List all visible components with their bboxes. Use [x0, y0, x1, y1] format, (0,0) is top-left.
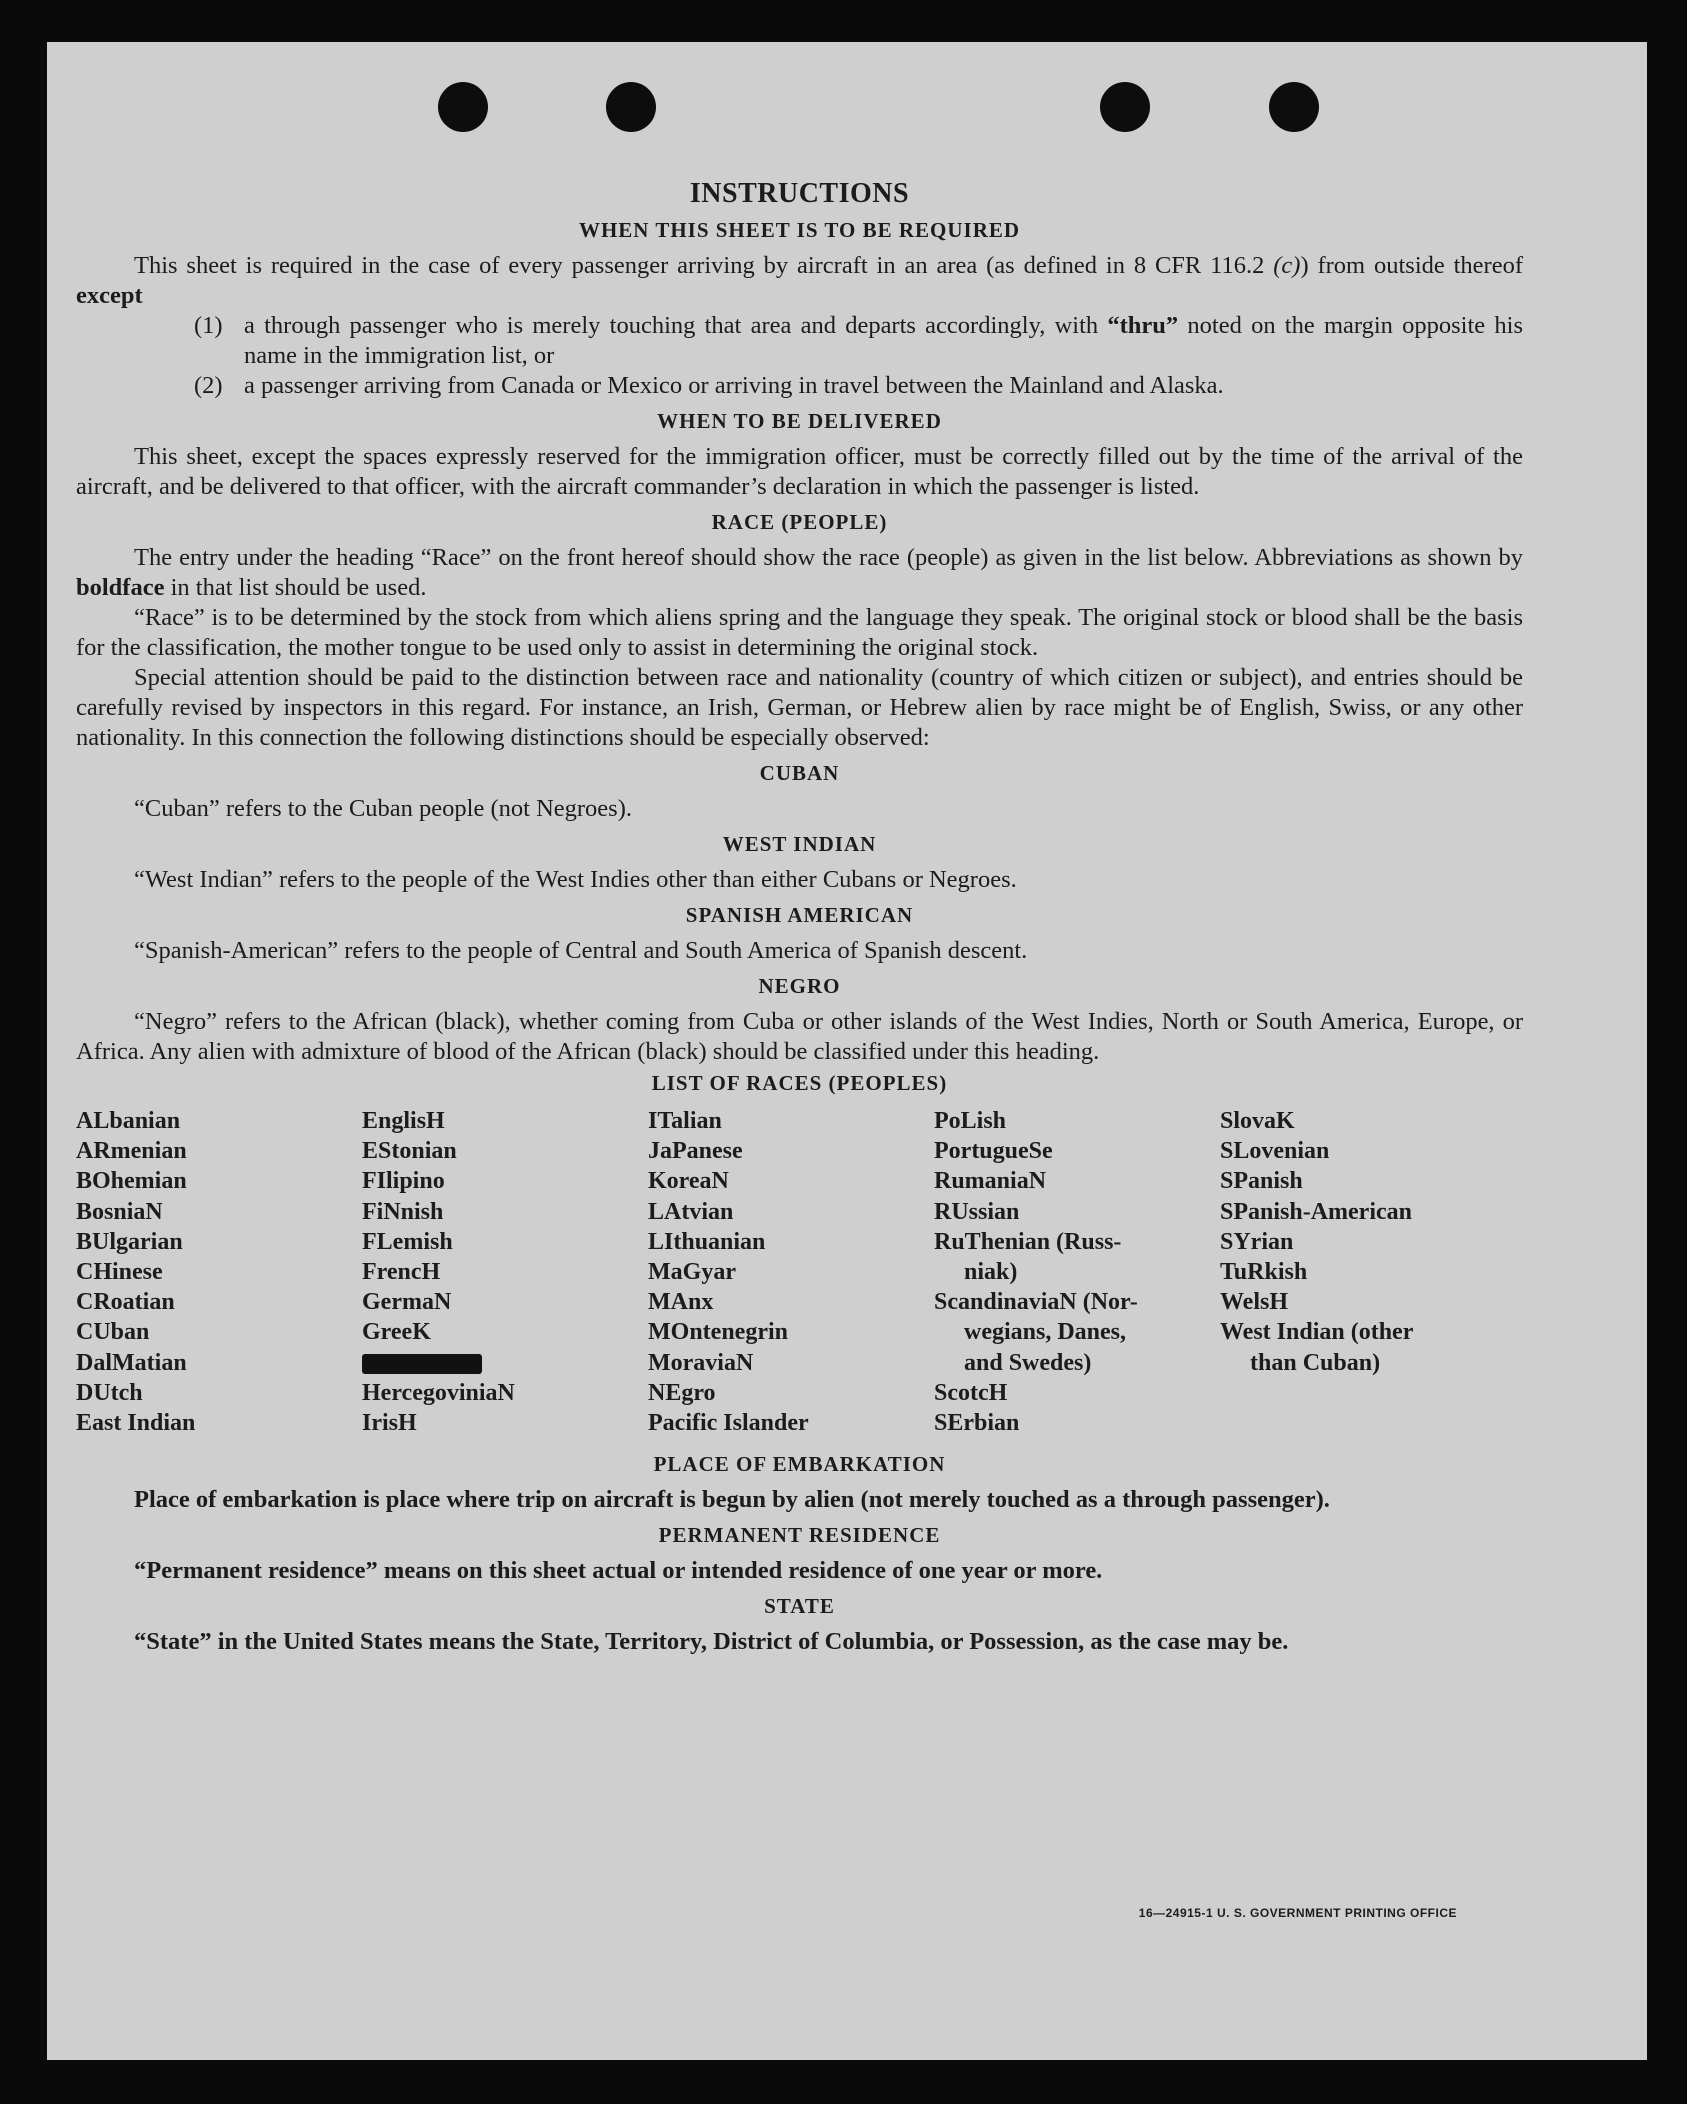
race-entry: MAnx [648, 1289, 714, 1316]
race-entry: LIthuanian [648, 1228, 766, 1255]
race-entry: MOntenegrin [648, 1319, 788, 1346]
race-entry: HercegoviniaN [362, 1379, 515, 1406]
races-column-5 [1220, 1106, 1520, 1438]
race-entry: GermaN [362, 1289, 452, 1316]
exception-text-bold: “thru” [1107, 312, 1179, 339]
race-entry: ALbanian [76, 1108, 181, 1134]
document-sheet [47, 42, 1647, 2060]
embarkation-text: Place of embarkation is place where trip on aircraft is begun by alien (not merely touched as a through passenger). [134, 1486, 1330, 1514]
exception-text-a: a through passenger who is merely touching that area and departs accordingly, with [244, 312, 1108, 339]
race-entry: SPanish-American [1220, 1198, 1412, 1225]
heading-cuban: CUBAN [759, 761, 840, 785]
race-entry: DalMatian [76, 1349, 187, 1376]
race-entry: wegians, Danes, [964, 1319, 1127, 1346]
punch-hole-2 [606, 82, 656, 132]
page-title: INSTRUCTIONS [689, 178, 910, 209]
exception-text [244, 311, 1523, 371]
when-required-text-mid: ) from outside thereof [1300, 252, 1524, 279]
punch-hole-1 [438, 82, 488, 132]
race-entry: ARmenian [76, 1138, 187, 1165]
race-entry: MaGyar [648, 1259, 736, 1286]
except-word: except [76, 282, 143, 309]
race-paragraph-1 [76, 543, 1523, 603]
race-entry: East Indian [76, 1410, 196, 1437]
race-entry: BosniaN [76, 1198, 163, 1225]
race-p1-end: in that list should be used. [164, 574, 427, 601]
race-entry: PortugueSe [934, 1138, 1053, 1165]
race-entry: GreeK [362, 1319, 431, 1346]
exception-number: (2) [194, 372, 223, 399]
races-column-2 [362, 1106, 648, 1438]
race-paragraph-2: “Race” is to be determined by the stock from which aliens spring and the language they speak. The original stock or blood shall be the basis for the classification, the mother tongue to be used only to assist in determining the original stock. [76, 604, 1523, 661]
negro-text: “Negro” refers to the African (black), whether coming from Cuba or other islands of the West Indies, North or South America, Europe, or Africa. Any alien with admixture of blood of the African (black) should be classified under this heading. [76, 1008, 1523, 1065]
race-entry: NEgro [648, 1379, 716, 1406]
race-entry: Pacific Islander [648, 1410, 809, 1437]
race-entry: FIlipino [362, 1168, 445, 1195]
race-entry: JaPanese [648, 1138, 743, 1165]
race-entry: CUban [76, 1319, 150, 1346]
race-entry: PoLish [934, 1108, 1007, 1134]
heading-embarkation: PLACE OF EMBARKATION [653, 1452, 946, 1477]
race-entry: and Swedes) [964, 1349, 1092, 1376]
exception-number: (1) [194, 312, 223, 339]
heading-west-indian: WEST INDIAN [722, 832, 877, 856]
race-entry: SErbian [934, 1410, 1020, 1437]
race-p1-bold: boldface [76, 574, 165, 601]
redaction-mark [362, 1354, 482, 1374]
race-entry: than Cuban) [1250, 1349, 1381, 1376]
exception-text-b: noted on the margin opposite his name in the immigration list, or [244, 312, 1523, 369]
race-entry: ITalian [648, 1108, 722, 1134]
race-entry: CRoatian [76, 1289, 175, 1316]
cuban-text: “Cuban” refers to the Cuban people (not Negroes). [134, 795, 632, 822]
race-entry: LAtvian [648, 1198, 734, 1225]
race-entry: RuThenian (Russ- [934, 1228, 1122, 1255]
punch-hole-3 [1100, 82, 1150, 132]
race-entry-redacted [362, 1348, 648, 1378]
race-entry: SlovaK [1220, 1108, 1295, 1134]
race-entry: BUlgarian [76, 1228, 183, 1255]
when-delivered-text: This sheet, except the spaces expressly reserved for the immigration officer, must be correctly filled out by the time of the arrival of the aircraft, and be delivered to that officer, with the aircraft commander’s declaration in which the passenger is listed. [76, 443, 1523, 500]
punch-hole-4 [1269, 82, 1319, 132]
heading-spanish-american: SPANISH AMERICAN [685, 903, 914, 927]
heading-list-of-races: LIST OF RACES (PEOPLES) [651, 1071, 948, 1095]
west-indian-text: “West Indian” refers to the people of the West Indies other than either Cubans or Negroes. [134, 866, 1017, 893]
heading-race: RACE (PEOPLE) [711, 510, 888, 534]
heading-when-delivered: WHEN TO BE DELIVERED [657, 409, 942, 433]
printing-office-code: 16—24915-1 U. S. GOVERNMENT PRINTING OFFICE [1138, 1906, 1457, 1920]
race-entry: ScotcH [934, 1379, 1008, 1406]
race-entry: SLovenian [1220, 1138, 1330, 1165]
heading-when-required: WHEN THIS SHEET IS TO BE REQUIRED [578, 218, 1021, 242]
race-entry: FLemish [362, 1228, 453, 1255]
race-entry: RumaniaN [934, 1168, 1047, 1195]
race-entry: TuRkish [1220, 1259, 1308, 1286]
permanent-residence-text: “Permanent residence” means on this sheet actual or intended residence of one year or more. [134, 1557, 1103, 1585]
state-text: “State” in the United States means the State, Territory, District of Columbia, or Possession, as the case may be. [134, 1628, 1289, 1656]
races-list [76, 1106, 1523, 1438]
race-entry: FiNnish [362, 1198, 444, 1225]
race-p1-start: The entry under the heading “Race” on the front hereof should show the race (people) as given in the list below. Abbreviations as shown by [134, 544, 1523, 571]
race-entry: BOhemian [76, 1168, 187, 1195]
heading-state: STATE [764, 1594, 835, 1619]
when-required-text-start: This sheet is required in the case of every passenger arriving by aircraft in an area (as defined in 8 CFR 116.2 [134, 252, 1274, 279]
heading-negro: NEGRO [758, 974, 841, 998]
heading-permanent-residence: PERMANENT RESIDENCE [658, 1523, 941, 1548]
race-entry: MoraviaN [648, 1349, 754, 1376]
races-column-4 [934, 1106, 1220, 1438]
exception-item-2 [194, 371, 1523, 401]
race-entry: ScandinaviaN (Nor- [934, 1289, 1138, 1316]
race-entry: CHinese [76, 1259, 163, 1286]
race-entry: EStonian [362, 1138, 457, 1165]
race-entry: RUssian [934, 1198, 1020, 1225]
when-required-text [76, 251, 1523, 311]
cfr-subsection: (c) [1273, 252, 1301, 279]
race-entry: EnglisH [362, 1108, 445, 1134]
race-entry: IrisH [362, 1410, 417, 1437]
exception-text: a passenger arriving from Canada or Mexico or arriving in travel between the Mainland and Alaska. [244, 372, 1224, 399]
spanish-american-text: “Spanish-American” refers to the people of Central and South America of Spanish descent. [134, 937, 1028, 964]
race-entry: SYrian [1220, 1228, 1294, 1255]
race-entry: FrencH [362, 1259, 441, 1286]
race-entry: niak) [964, 1259, 1018, 1286]
races-column-3 [648, 1106, 934, 1438]
races-column-1 [76, 1106, 362, 1438]
instructions-content [76, 178, 1523, 1657]
race-paragraph-3: Special attention should be paid to the distinction between race and nationality (country of which citizen or subject), and entries should be carefully revised by inspectors in this regard. For instance, an Irish, German, or Hebrew alien by race might be of English, Swiss, or any other nationality. In this connection the following distinctions should be especially observed: [76, 664, 1523, 751]
race-entry: DUtch [76, 1379, 143, 1406]
race-entry: SPanish [1220, 1168, 1303, 1195]
race-entry: KoreaN [648, 1168, 729, 1195]
exception-item-1 [194, 311, 1523, 371]
race-entry: WelsH [1220, 1289, 1289, 1316]
race-entry: West Indian (other [1220, 1319, 1414, 1346]
